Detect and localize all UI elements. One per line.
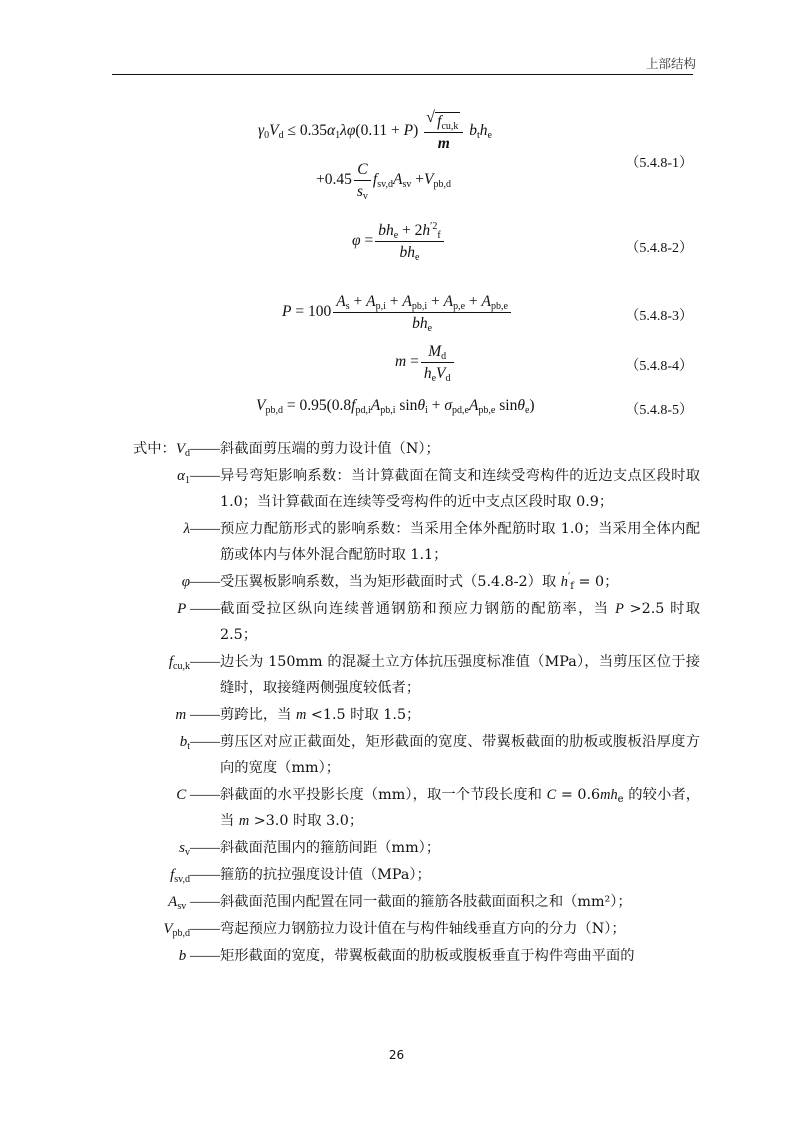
definition-lambda: λ—— 预应力配筋形式的影响系数：当采用全体外配筋时取 1.0；当采用全体内配筋或体内与体外混合配筋时取 1.1； — [183, 521, 700, 563]
definition-m: m —— 剪跨比，当 m <1.5 时取 1.5； — [175, 707, 421, 723]
definition-sv: $s_v——$ 斜截面范围内的箍筋间距（mm）； — [179, 840, 441, 858]
header-rule — [112, 74, 693, 75]
definition-Vpbd: $V_{pb,d}——$ 弯起预应力钢筋拉力设计值在与构件轴线垂直方向的分力（N）； — [163, 921, 626, 939]
equation-5-4-8-2: φ = $\frac{bh_e + 2h^{'2}_f}{bh_e}$ — [352, 223, 446, 260]
equation-number: （5.4.8-2） — [625, 241, 693, 256]
equation-5-4-8-4: m = $\frac{M_d}{h_eV_d}$ — [395, 344, 456, 381]
page-number: 26 — [388, 1048, 405, 1062]
where-label: 式中： — [132, 441, 176, 457]
definition-alpha1: $\alpha_1——$ 异号弯矩影响系数：当计算截面在简支和连续受弯构件的近边支点区段时取 1.0；当计算截面在连续等受弯构件的近中支点区段时取 0.9； — [177, 468, 700, 510]
equation-5-4-8-1-line2: +0.45 $\frac{C}{s_v}$ $f_{sv,d}A_{sv} +V_{pb,d}$ — [316, 161, 451, 202]
equation-5-4-8-1-line1: $\gamma_0V_d \le 0.35\alpha_1\lambda\varphi(0.11 + P)$ √ $\frac{f_{cu,k}}{m}$ $b_th_e$ — [258, 112, 492, 151]
equation-number: （5.4.8-5） — [625, 403, 693, 418]
running-header: 上部结构 — [645, 56, 696, 71]
definition-P: P —— 截面受拉区纵向连续普通钢筋和预应力钢筋的配筋率，当 P >2.5 时取 2.5； — [177, 601, 701, 643]
definition-fcuk: $f_{cu,k}——$ 边长为 150mm 的混凝土立方体抗压强度标准值（MPa），当剪压区位于接缝时，取接缝两侧强度较低者； — [168, 654, 700, 696]
definition-Vd: 式中：$V_d——$ 斜截面剪压端的剪力设计值（N）； — [132, 441, 440, 459]
definition-Asv: $A_{sv}$ —— 斜截面范围内配置在同一截面的箍筋各肢截面面积之和（mm²）； — [168, 894, 632, 912]
definition-b: b —— 矩形截面的宽度，带翼板截面的肋板或腹板垂直于构件弯曲平面的 — [178, 948, 635, 964]
definition-C: C —— 斜截面的水平投影长度（mm），取一个节段长度和 $C = 0.6mh_e$ 的较小者，当 m >3.0 时取 3.0； — [176, 787, 701, 829]
equation-number: （5.4.8-1） — [625, 156, 693, 171]
equation-5-4-8-5: $V_{pb,d} = 0.95(0.8f_{pd,i}A_{pb,i}$ $\sin\theta_i + \sigma_{pd,e}A_{pb,e}$ sinθ$_e$) — [256, 397, 535, 416]
equation-5-4-8-3: P = 100 $\frac{A_s + A_{p,i} + A_{pb,i} + A_{p,e} + A_{pb,e}}{bh_e}$ — [282, 294, 513, 331]
equation-number: （5.4.8-4） — [625, 359, 693, 374]
definition-phi: φ—— 受压翼板影响系数，当为矩形截面时式（5.4.8-2）取 $h'_f = 0$； — [181, 572, 619, 592]
definition-bt: $b_t——$ 剪压区对应正截面处，矩形截面的宽度、带翼板截面的肋板或腹板沿厚度方向的宽度（mm）； — [179, 734, 700, 776]
symbol-definitions — [120, 436, 700, 970]
definition-fsvd: $f_{sv,d}——$ 箍筋的抗拉强度设计值（MPa）； — [170, 867, 431, 885]
equation-number: （5.4.8-3） — [625, 309, 693, 324]
